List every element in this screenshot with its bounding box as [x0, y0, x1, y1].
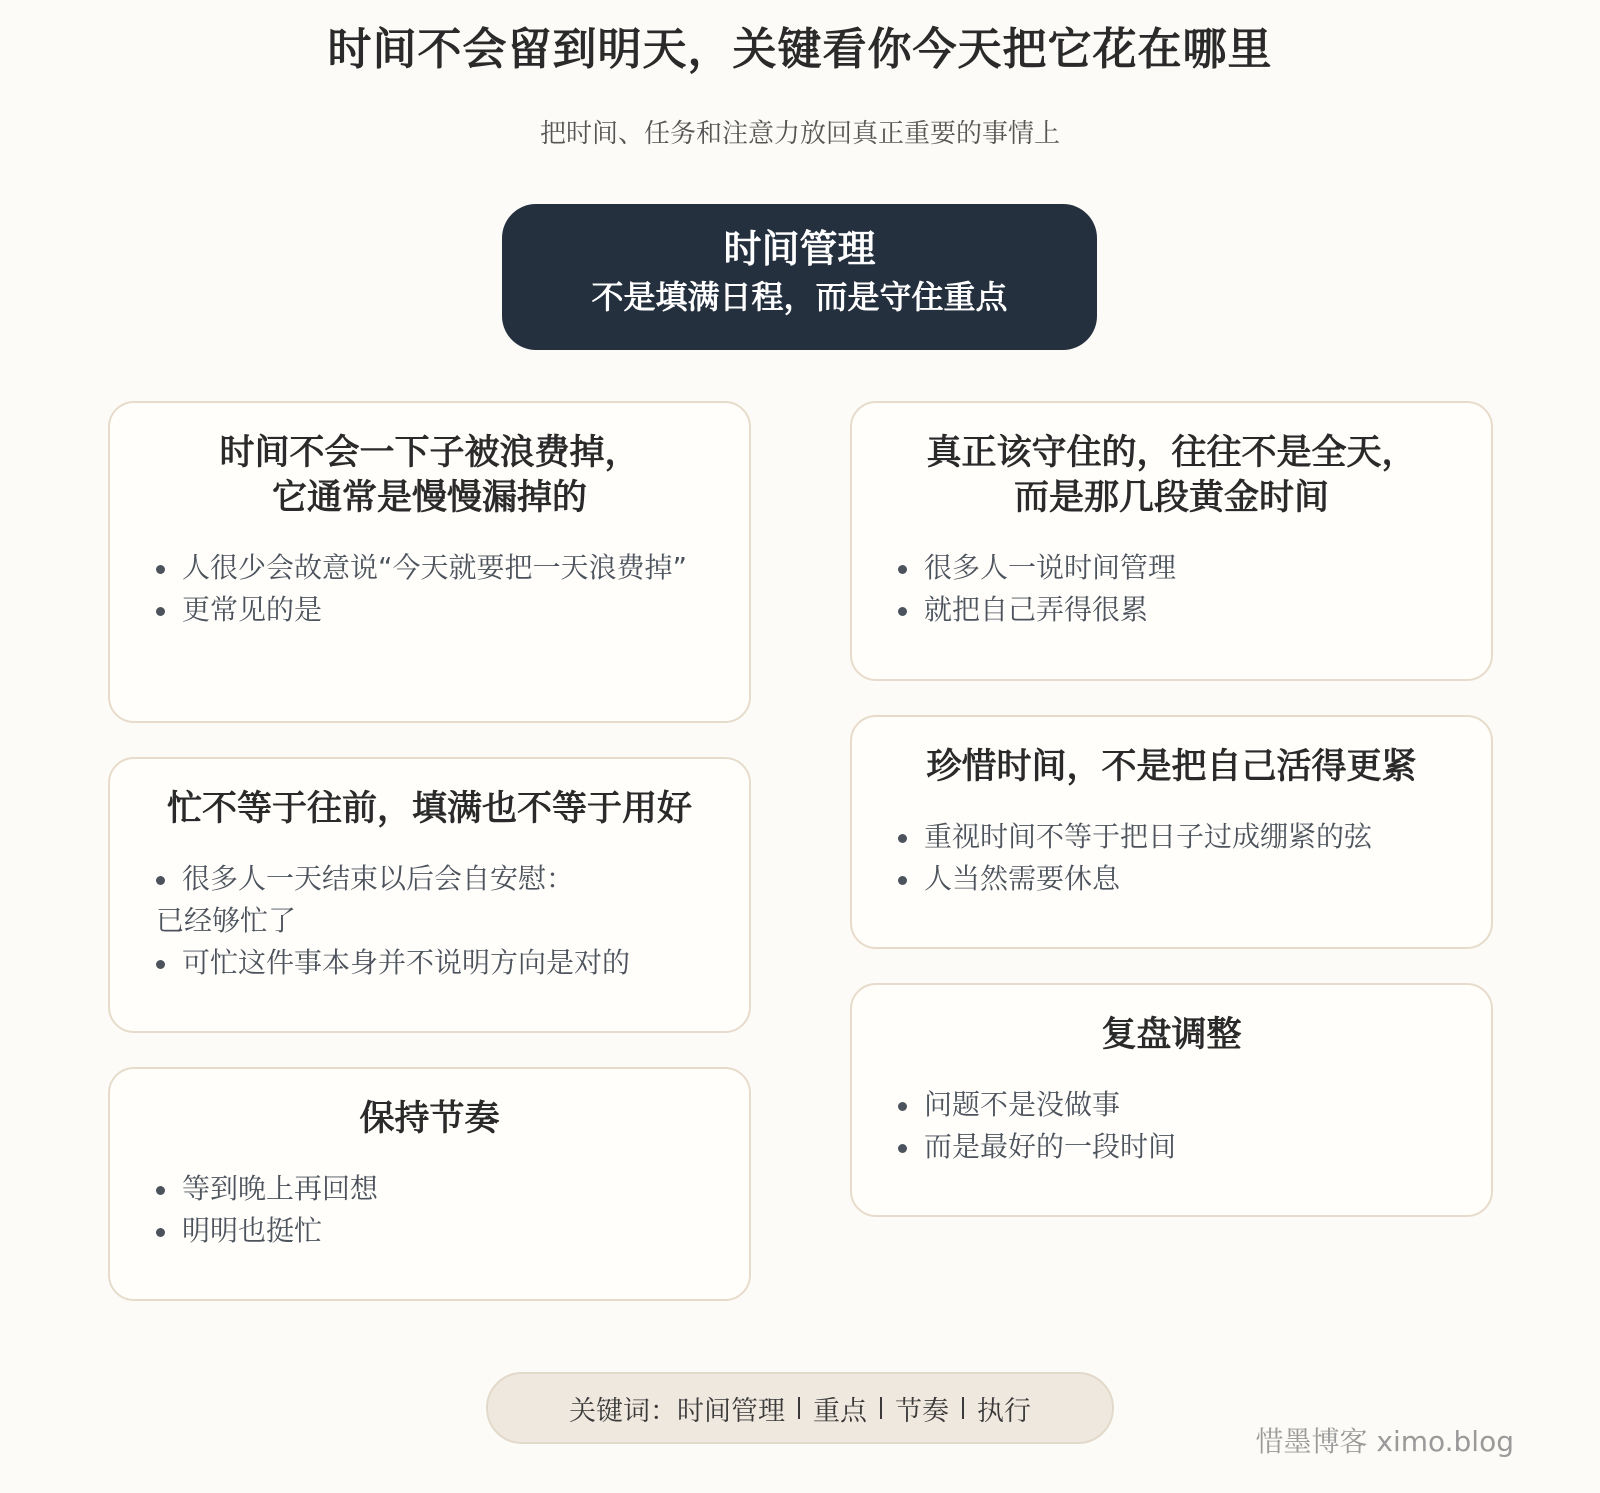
- card-cherish-time: [850, 715, 1493, 949]
- list-item-text: 更常见的是: [182, 593, 323, 626]
- list-item-text: 问题不是没做事: [924, 1088, 1121, 1121]
- card-list: [110, 1168, 749, 1252]
- list-item-text: 人当然需要休息: [924, 862, 1121, 895]
- list-item: [898, 1084, 1451, 1126]
- keywords-bar: [486, 1372, 1114, 1444]
- list-item: [156, 1168, 709, 1210]
- card-list: [110, 858, 749, 984]
- card-review-adjust: [850, 983, 1493, 1217]
- list-item: [898, 547, 1451, 589]
- list-item-text: 而是最好的一段时间: [924, 1130, 1177, 1163]
- card-list: [110, 547, 749, 631]
- list-item-text: 重视时间不等于把日子过成绷紧的弦: [924, 820, 1373, 853]
- bullet-dot: [898, 876, 907, 885]
- keyword-separator: [798, 1397, 800, 1419]
- keywords-label: 关键词：: [569, 1395, 677, 1427]
- list-item: [898, 816, 1451, 858]
- list-item-text: 很多人一天结束以后会自安慰：已经够忙了: [156, 862, 575, 937]
- list-item-text: 人很少会故意说“今天就要把一天浪费掉”: [182, 551, 688, 584]
- card-title: 忙不等于往前，填满也不等于用好: [166, 789, 692, 829]
- list-item: [156, 589, 709, 631]
- keyword-item: 执行: [977, 1395, 1031, 1427]
- list-item-text: 可忙这件事本身并不说明方向是对的: [182, 946, 631, 979]
- keyword-separator: [880, 1397, 882, 1419]
- bullet-dot: [898, 834, 907, 843]
- list-item: [156, 942, 709, 984]
- list-item-text: 等到晚上再回想: [182, 1172, 379, 1205]
- keyword-item: 时间管理: [677, 1395, 785, 1427]
- card-golden-time: [850, 401, 1493, 681]
- list-item: [898, 858, 1451, 900]
- list-item: [898, 589, 1451, 631]
- card-slow-leak: [108, 401, 751, 723]
- keyword-item: 节奏: [895, 1395, 949, 1427]
- list-item: [156, 547, 709, 589]
- bullet-dot: [898, 1144, 907, 1153]
- bullet-dot: [156, 1186, 165, 1195]
- list-item: [156, 858, 709, 942]
- bullet-dot: [156, 565, 165, 574]
- card-busy-not-forward: [108, 757, 751, 1033]
- bullet-dot: [156, 876, 165, 885]
- page-subtitle: 把时间、任务和注意力放回真正重要的事情上: [539, 119, 1060, 149]
- card-title: 复盘调整: [1101, 1015, 1242, 1055]
- bullet-dot: [898, 1102, 907, 1111]
- bullet-dot: [898, 607, 907, 616]
- page-title: 时间不会留到明天，关键看你今天把它花在哪里: [327, 24, 1273, 75]
- hero-title: 时间管理: [723, 227, 876, 271]
- card-list: [852, 816, 1491, 900]
- keyword-item: 重点: [813, 1395, 867, 1427]
- bullet-dot: [156, 607, 165, 616]
- keyword-separator: [962, 1397, 964, 1419]
- hero-box: [502, 204, 1097, 350]
- card-keep-rhythm: [108, 1067, 751, 1301]
- list-item: [156, 1210, 709, 1252]
- hero-subtitle: 不是填满日程，而是守住重点: [591, 278, 1008, 316]
- list-item-text: 明明也挺忙: [182, 1214, 323, 1247]
- card-list: [852, 1084, 1491, 1168]
- list-item-text: 就把自己弄得很累: [924, 593, 1149, 626]
- card-title: 保持节奏: [359, 1099, 500, 1139]
- card-title: 真正该守住的，往往不是全天， 而是那几段黄金时间: [926, 433, 1417, 518]
- card-title: 时间不会一下子被浪费掉， 它通常是慢慢漏掉的: [219, 433, 640, 518]
- card-list: [852, 547, 1491, 631]
- card-title: 珍惜时间，不是把自己活得更紧: [926, 747, 1417, 787]
- bullet-dot: [898, 565, 907, 574]
- watermark: 惜墨博客 ximo.blog: [1255, 1425, 1514, 1458]
- list-item: [898, 1126, 1451, 1168]
- bullet-dot: [156, 1228, 165, 1237]
- bullet-dot: [156, 960, 165, 969]
- list-item-text: 很多人一说时间管理: [924, 551, 1177, 584]
